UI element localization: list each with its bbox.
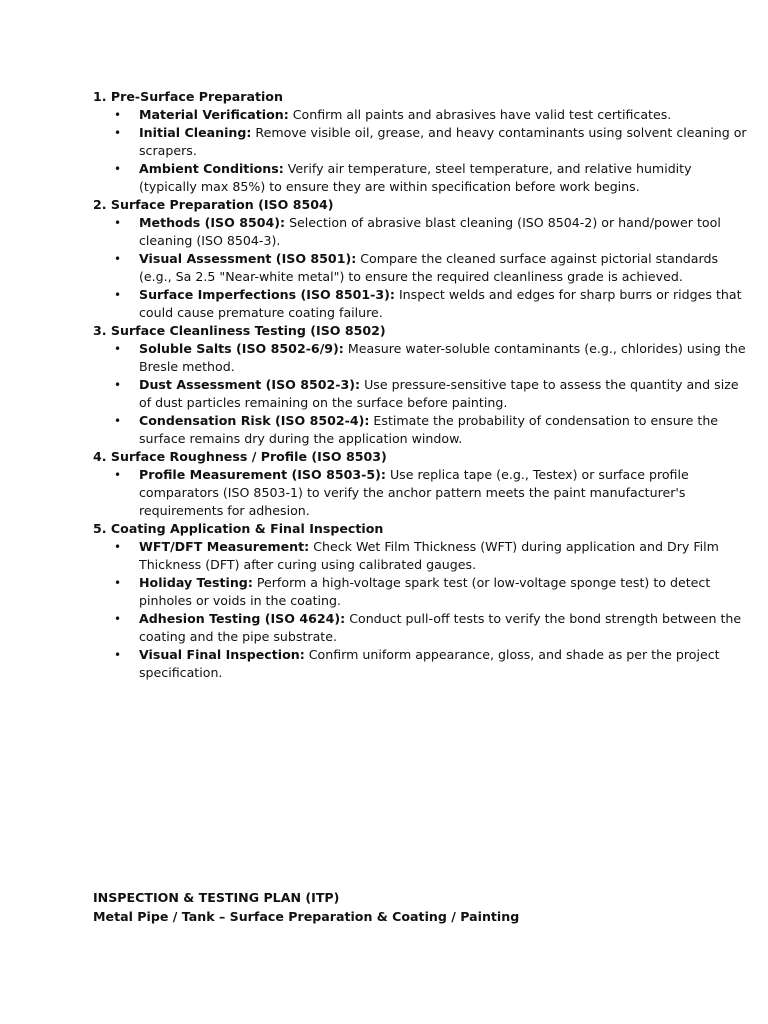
item-label: Methods (ISO 8504): — [139, 215, 286, 230]
item-label: Initial Cleaning: — [139, 125, 252, 140]
bullet-icon: • — [114, 612, 122, 626]
item-label: Visual Final Inspection: — [139, 647, 305, 662]
list-item — [93, 340, 753, 376]
footer-title: INSPECTION & TESTING PLAN (ITP) — [93, 890, 340, 905]
item-text: Conduct pull-off tests to verify the bond strength between the coating and the pipe substrate. — [139, 611, 742, 644]
section-surface-cleanliness-testing — [93, 322, 753, 448]
bullet-icon: • — [114, 468, 122, 482]
item-label: WFT/DFT Measurement: — [139, 539, 310, 554]
section-pre-surface-preparation — [93, 88, 753, 196]
item-label: Visual Assessment (ISO 8501): — [139, 251, 357, 266]
item-text: Perform a high-voltage spark test (or low-voltage sponge test) to detect pinholes or voids in the coating. — [139, 575, 711, 608]
list-item — [93, 106, 753, 124]
section-title: 4. Surface Roughness / Profile (ISO 8503) — [93, 449, 387, 464]
item-text: Compare the cleaned surface against pictorial standards (e.g., Sa 2.5 "Near-white metal") to ensure the required cleanliness grade is achieved. — [139, 251, 719, 284]
section-coating-application-final-inspection — [93, 520, 753, 682]
section-item-list — [93, 538, 753, 682]
list-item — [93, 376, 753, 412]
section-title: 1. Pre-Surface Preparation — [93, 89, 283, 104]
list-item — [93, 160, 753, 196]
item-text: Inspect welds and edges for sharp burrs or ridges that could cause premature coating failure. — [139, 287, 742, 320]
item-label: Dust Assessment (ISO 8502-3): — [139, 377, 361, 392]
section-title: 3. Surface Cleanliness Testing (ISO 8502) — [93, 323, 386, 338]
bullet-icon: • — [114, 540, 122, 554]
item-text: Selection of abrasive blast cleaning (ISO 8504-2) or hand/power tool cleaning (ISO 8504-3). — [139, 215, 721, 248]
bullet-icon: • — [114, 126, 122, 140]
item-text: Remove visible oil, grease, and heavy contaminants using solvent cleaning or scrapers. — [139, 125, 747, 158]
footer-subtitle: Metal Pipe / Tank – Surface Preparation & Coating / Painting — [93, 909, 520, 924]
item-text: Check Wet Film Thickness (WFT) during application and Dry Film Thickness (DFT) after curing using calibrated gauges. — [139, 539, 719, 572]
item-label: Soluble Salts (ISO 8502-6/9): — [139, 341, 344, 356]
item-text: Estimate the probability of condensation to ensure the surface remains dry during the application window. — [139, 413, 719, 446]
list-item — [93, 124, 753, 160]
section-title: 2. Surface Preparation (ISO 8504) — [93, 197, 334, 212]
item-text: Verify air temperature, steel temperature, and relative humidity (typically max 85%) to ensure they are within specification before work begins. — [139, 161, 692, 194]
bullet-icon: • — [114, 216, 122, 230]
item-text: Measure water-soluble contaminants (e.g., chlorides) using the Bresle method. — [139, 341, 746, 374]
item-label: Adhesion Testing (ISO 4624): — [139, 611, 346, 626]
list-item — [93, 538, 753, 574]
item-text: Use pressure-sensitive tape to assess the quantity and size of dust particles remaining on the surface before painting. — [139, 377, 739, 410]
bullet-icon: • — [114, 252, 122, 266]
bullet-icon: • — [114, 108, 122, 122]
section-surface-roughness-profile — [93, 448, 753, 520]
list-item — [93, 412, 753, 448]
list-item — [93, 574, 753, 610]
list-item — [93, 610, 753, 646]
bullet-icon: • — [114, 288, 122, 302]
section-title: 5. Coating Application & Final Inspection — [93, 521, 384, 536]
list-item — [93, 286, 753, 322]
item-label: Condensation Risk (ISO 8502-4): — [139, 413, 370, 428]
item-label: Material Verification: — [139, 107, 289, 122]
item-label: Ambient Conditions: — [139, 161, 284, 176]
section-item-list — [93, 106, 753, 196]
item-text: Confirm all paints and abrasives have valid test certificates. — [288, 107, 672, 122]
section-surface-preparation — [93, 196, 753, 322]
section-item-list — [93, 214, 753, 322]
document-footer — [93, 888, 519, 926]
list-item — [93, 466, 753, 520]
item-text: Confirm uniform appearance, gloss, and shade as per the project specification. — [139, 647, 720, 680]
item-text: Use replica tape (e.g., Testex) or surface profile comparators (ISO 8503-1) to verify the anchor pattern meets the paint manufacturer's requirements for adhesion. — [139, 467, 689, 518]
bullet-icon: • — [114, 378, 122, 392]
bullet-icon: • — [114, 162, 122, 176]
list-item — [93, 646, 753, 682]
list-item — [93, 214, 753, 250]
bullet-icon: • — [114, 576, 122, 590]
bullet-icon: • — [114, 414, 122, 428]
section-item-list — [93, 466, 753, 520]
bullet-icon: • — [114, 342, 122, 356]
bullet-icon: • — [114, 648, 122, 662]
item-label: Surface Imperfections (ISO 8501-3): — [139, 287, 395, 302]
inspection-steps — [93, 88, 753, 682]
section-item-list — [93, 340, 753, 448]
item-label: Holiday Testing: — [139, 575, 253, 590]
list-item — [93, 250, 753, 286]
item-label: Profile Measurement (ISO 8503-5): — [139, 467, 386, 482]
